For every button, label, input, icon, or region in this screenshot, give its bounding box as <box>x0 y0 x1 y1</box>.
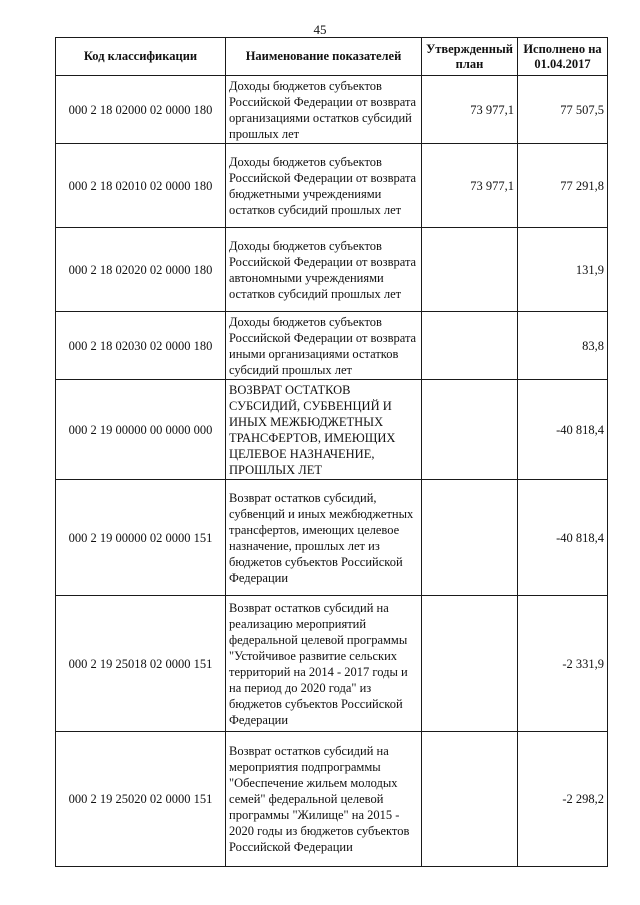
table-row <box>56 480 608 596</box>
row-plan <box>422 732 518 867</box>
row-plan <box>422 480 518 596</box>
budget-table <box>55 37 608 867</box>
row-code: 000 2 19 25020 02 0000 151 <box>56 732 226 867</box>
row-name: Доходы бюджетов субъектов Российской Федерации от возврата организациями остатков субсидий прошлых лет <box>226 76 422 144</box>
header-name: Наименование показателей <box>226 38 422 76</box>
table-row <box>56 312 608 380</box>
row-plan <box>422 380 518 480</box>
row-executed: 77 291,8 <box>518 144 608 228</box>
header-executed: Исполнено на 01.04.2017 <box>518 38 608 76</box>
row-code: 000 2 19 00000 02 0000 151 <box>56 480 226 596</box>
row-code: 000 2 18 02010 02 0000 180 <box>56 144 226 228</box>
row-code: 000 2 19 00000 00 0000 000 <box>56 380 226 480</box>
header-code: Код классификации <box>56 38 226 76</box>
row-name: Доходы бюджетов субъектов Российской Федерации от возврата иными организациями остатков субсидий прошлых лет <box>226 312 422 380</box>
table-row <box>56 144 608 228</box>
table-row <box>56 732 608 867</box>
row-executed: 77 507,5 <box>518 76 608 144</box>
row-executed: 131,9 <box>518 228 608 312</box>
table-header-row <box>56 38 608 76</box>
table-row <box>56 380 608 480</box>
row-name: Возврат остатков субсидий на мероприятия подпрограммы "Обеспечение жильем молодых семей" федеральной целевой программы "Жилище" на 2015 - 2020 годы из бюджетов субъектов Российской Федерации <box>226 732 422 867</box>
row-name: Возврат остатков субсидий, субвенций и иных межбюджетных трансфертов, имеющих целевое назначение, прошлых лет из бюджетов субъектов Российской Федерации <box>226 480 422 596</box>
row-plan: 73 977,1 <box>422 76 518 144</box>
row-name: ВОЗВРАТ ОСТАТКОВ СУБСИДИЙ, СУБВЕНЦИЙ И ИНЫХ МЕЖБЮДЖЕТНЫХ ТРАНСФЕРТОВ, ИМЕЮЩИХ ЦЕЛЕВОЕ НАЗНАЧЕНИЕ, ПРОШЛЫХ ЛЕТ <box>226 380 422 480</box>
row-plan <box>422 596 518 732</box>
table-row <box>56 596 608 732</box>
row-code: 000 2 18 02000 02 0000 180 <box>56 76 226 144</box>
row-name: Доходы бюджетов субъектов Российской Федерации от возврата бюджетными учреждениями остатков субсидий прошлых лет <box>226 144 422 228</box>
row-executed: -2 298,2 <box>518 732 608 867</box>
page-number: 45 <box>313 22 327 37</box>
row-code: 000 2 19 25018 02 0000 151 <box>56 596 226 732</box>
row-plan: 73 977,1 <box>422 144 518 228</box>
row-executed: -40 818,4 <box>518 380 608 480</box>
header-plan: Утвержденный план <box>422 38 518 76</box>
row-executed: -40 818,4 <box>518 480 608 596</box>
row-name: Возврат остатков субсидий на реализацию мероприятий федеральной целевой программы "Устойчивое развитие сельских территорий на 2014 - 2017 годы и на период до 2020 года" из бюджетов субъектов Российской Федерации <box>226 596 422 732</box>
row-plan <box>422 228 518 312</box>
row-executed: -2 331,9 <box>518 596 608 732</box>
row-code: 000 2 18 02030 02 0000 180 <box>56 312 226 380</box>
table-row <box>56 228 608 312</box>
table-row <box>56 76 608 144</box>
row-executed: 83,8 <box>518 312 608 380</box>
row-name: Доходы бюджетов субъектов Российской Федерации от возврата автономными учреждениями остатков субсидий прошлых лет <box>226 228 422 312</box>
row-code: 000 2 18 02020 02 0000 180 <box>56 228 226 312</box>
row-plan <box>422 312 518 380</box>
